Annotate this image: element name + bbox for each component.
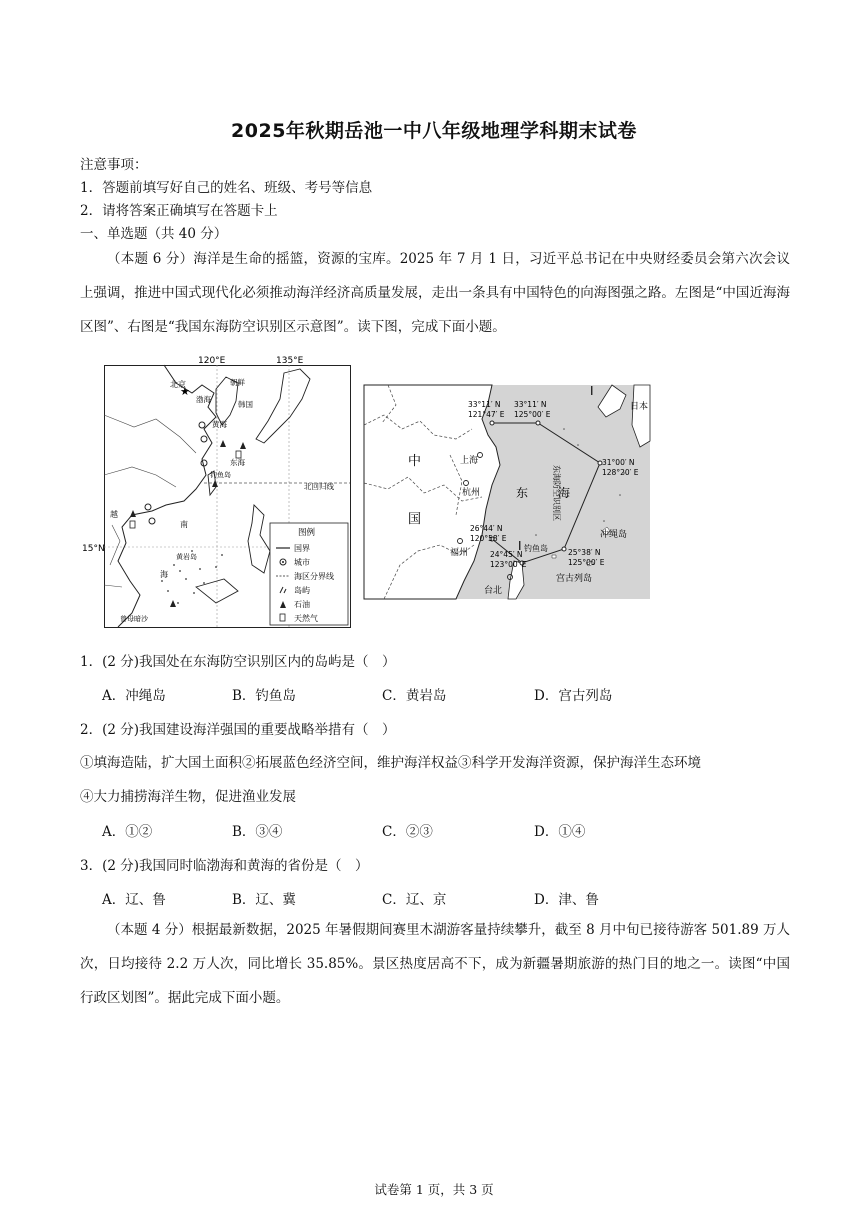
tropic-label: 北回归线 xyxy=(304,482,334,491)
legend-oil: 石油 xyxy=(294,600,310,609)
coord-4-lon: 125°00′ E xyxy=(568,558,605,567)
china-near-seas-map xyxy=(82,355,352,629)
notes-heading: 注意事项： xyxy=(80,157,148,173)
miyako-label: 宫古列岛 xyxy=(556,574,593,584)
shanghai-label: 上海 xyxy=(460,456,479,466)
coord-5-lon: 120°58′ E xyxy=(470,534,507,543)
beijing-star-icon: ★ xyxy=(180,385,190,398)
huanghai-label: 黄海 xyxy=(212,420,227,429)
huangyan-label: 黄岩岛 xyxy=(176,553,197,561)
nanhai-label-1: 南 xyxy=(180,520,188,529)
map-legend xyxy=(270,523,348,625)
lat-15-label: 15°N xyxy=(82,544,105,554)
beijing-label: 北京 xyxy=(170,380,186,389)
q2-option-d[interactable]: D．①④ xyxy=(534,824,586,840)
q3-option-c[interactable]: C．辽、京 xyxy=(382,892,447,908)
coord-3-lat: 31°00′ N xyxy=(602,458,635,467)
passage-1: （本题 6 分）海洋是生命的摇篮，资源的宝库。2025 年 7 月 1 日，习近平总书记在中央财经委员会第六次会议上强调，推进中国式现代化必须推动海洋经济高质量发展，走出一条具有中国特色的向海图强之路。左图是“中国近海海区图”、右图是“我国东海防空识别区示意图”。读下图，完成下面小题。 xyxy=(80,251,790,335)
east-china-sea-adiz-map xyxy=(364,385,650,599)
q2-option-a[interactable]: A．①② xyxy=(102,824,153,840)
page-title: 2025年秋期岳池一中八年级地理学科期末试卷 xyxy=(231,120,637,142)
coord-2-lon: 125°00′ E xyxy=(514,410,551,419)
hanguo-label: 韩国 xyxy=(238,400,253,409)
coord-6-lon: 123°00′ E xyxy=(490,560,527,569)
bohai-label: 渤海 xyxy=(196,395,211,404)
legend-border: 国界 xyxy=(294,544,310,553)
q2-option-b[interactable]: B．③④ xyxy=(232,824,283,840)
lon-120-label: 120°E xyxy=(198,356,226,366)
q1-option-d[interactable]: D．宫古列岛 xyxy=(534,688,613,704)
legend-island: 岛屿 xyxy=(294,586,310,595)
q1-option-c[interactable]: C．黄岩岛 xyxy=(382,688,447,704)
q3-option-a[interactable]: A．辽、鲁 xyxy=(102,892,166,908)
dong-label: 东 xyxy=(516,486,529,500)
coord-6-lat: 24°45′ N xyxy=(490,550,523,559)
q3-option-d[interactable]: D．津、鲁 xyxy=(534,892,599,908)
coord-3-lon: 128°20′ E xyxy=(602,468,639,477)
donghai-label: 东海 xyxy=(230,458,245,467)
section-heading: 一、单选题（共 40 分） xyxy=(80,226,228,242)
q3-option-b[interactable]: B．辽、冀 xyxy=(232,892,296,908)
q2-option-c[interactable]: C．②③ xyxy=(382,824,433,840)
okinawa-label: 冲绳岛 xyxy=(600,530,628,540)
page-footer: 试卷第 1 页，共 3 页 xyxy=(374,1182,494,1197)
coord-1-lon: 121°47′ E xyxy=(468,410,505,419)
adiz-label: 东海防空识别区 xyxy=(552,465,561,521)
passage-2: （本题 4 分）根据最新数据，2025 年暑假期间赛里木湖游客量持续攀升，截至 8 月中旬已接待游客 501.89 万人次，日均接待 2.2 万人次，同比增长 35.85%。景区热度居高不下，成为新疆暑期旅游的热门目的地之一。读图“中国行政区划图”。据此完成下面小题。 xyxy=(80,922,790,1006)
taibei-label: 台北 xyxy=(484,586,503,596)
coord-1-lat: 33°11′ N xyxy=(468,400,501,409)
coord-2-lat: 33°11′ N xyxy=(514,400,547,409)
q2-statements-line-1: ①填海造陆，扩大国土面积②拓展蓝色经济空间，维护海洋权益③科学开发海洋资源，保护海洋生态环境 xyxy=(80,755,701,771)
q2-statements-line-2: ④大力捕捞海洋生物，促进渔业发展 xyxy=(80,789,296,805)
nanhai-label-2: 海 xyxy=(160,570,168,579)
q1-option-a[interactable]: A．冲绳岛 xyxy=(102,688,166,704)
korea-label: 朝鲜 xyxy=(230,378,245,387)
lighthouse-icon-japan: Ⅰ xyxy=(590,384,594,398)
lon-135-label: 135°E xyxy=(276,356,304,366)
note-item-1: 1．答题前填写好自己的姓名、班级、考号等信息 xyxy=(80,180,373,196)
question-3-stem: 3．(2 分)我国同时临渤海和黄海的省份是（ ） xyxy=(80,858,369,874)
zhong-label: 中 xyxy=(408,454,422,469)
hai-label: 海 xyxy=(558,486,571,500)
q1-option-b[interactable]: B．钓鱼岛 xyxy=(232,688,296,704)
coord-4-lat: 25°38′ N xyxy=(568,548,601,557)
legend-sea-boundary: 海区分界线 xyxy=(294,572,334,581)
guo-label: 国 xyxy=(408,512,422,527)
hangzhou-label: 杭州 xyxy=(462,488,481,498)
question-2-stem: 2．(2 分)我国建设海洋强国的重要战略举措有（ ） xyxy=(80,722,396,738)
note-item-2: 2．请将答案正确填写在答题卡上 xyxy=(80,203,278,219)
lighthouse-icon-diaoyu: Ⅰ xyxy=(518,539,522,553)
diaoyu-label-left: 钓鱼岛 xyxy=(210,471,231,479)
yue-label: 越 xyxy=(110,510,118,519)
japan-label: 日本 xyxy=(630,402,649,412)
question-1-stem: 1．(2 分)我国处在东海防空识别区内的岛屿是（ ） xyxy=(80,654,396,670)
coord-5-lat: 26°44′ N xyxy=(470,524,503,533)
zengmu-label: 曾母暗沙 xyxy=(120,615,148,623)
fuzhou-label: 福州 xyxy=(450,548,469,558)
legend-city: 城市 xyxy=(294,558,310,567)
diaoyu-label-right: 钓鱼岛 xyxy=(524,544,548,553)
legend-title: 图例 xyxy=(298,528,316,538)
legend-gas: 天然气 xyxy=(294,614,318,623)
